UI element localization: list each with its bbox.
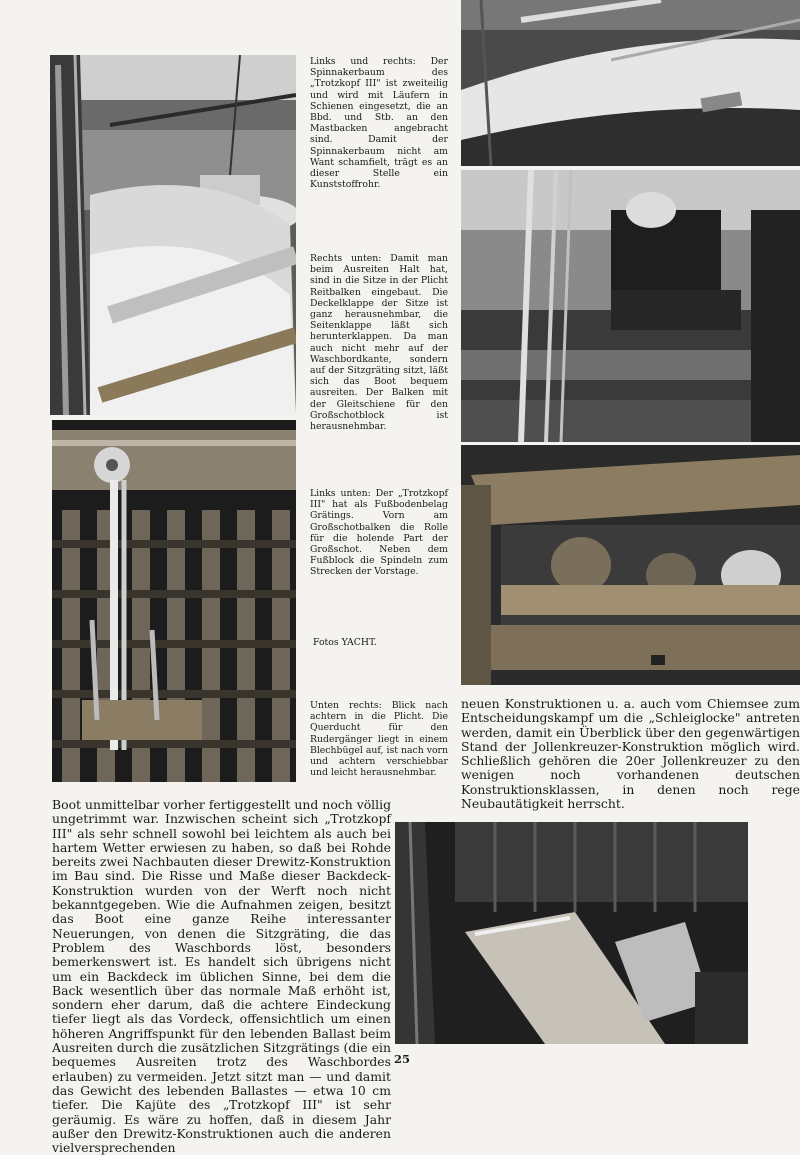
cockpit-seat-photo [461,170,800,442]
plicht-thwart-photo [395,822,748,1044]
caption-spinnaker: Links und rechts: Der Spinnakerbaum des „Trotzkopf III" ist zweiteilig und wird mit Läufern in Schienen eingesetzt, die an Bbd. und Stb. an den Mastbacken angebracht sind. Damit der Spinnakerbaum nicht am Want schamfielt, trägt es an dieser Stelle ein Kunststoffrohr. [310,56,448,191]
caption-gratings: Links unten: Der „Trotzkopf III" hat als Fußbodenbelag Grätings. Vorn am Großschotbalken die Rolle für die holende Part der Großschot. Neben dem Fußblock die Spindeln zum Strecken der Vorstage. [310,488,448,578]
foredeck-photo [461,0,800,166]
spinnaker-boom-photo [50,55,296,415]
gratings-floor-photo [52,420,296,782]
seat-locker-photo [461,445,800,685]
article-left-column: Boot unmittelbar vorher fertiggestellt und noch völlig ungetrimmt war. Inzwischen scheint sich „Trotzkopf III" als sehr schnell sowohl bei leichtem als auch bei hartem Wetter erwiesen zu haben, so daß bei Rohde bereits zwei Nachbauten dieser Drewitz-Konstruktion im Bau sind. Die Risse und Maße dieser Backdeck-Konstruktion wurden von der Werft noch nicht bekanntgegeben. Wie die Aufnahmen zeigen, besitzt das Boot eine ganze Reihe interessanter Neuerungen, von denen die Sitzgräting, die das Problem des Waschbords löst, besonders bemerkenswert ist. Es handelt sich übrigens nicht um ein Backdeck im üblichen Sinne, bei dem die Back wesentlich über das normale Maß erhöht ist, sondern eher darum, daß die achtere Eindeckung tiefer liegt als das Vordeck, offensichtlich um einen höheren Angriffspunkt für den lebenden Ballast beim Ausreiten durch die zusätzlichen Sitzgrätings (die ein bequemes Ausreiten trotz des Waschbordes erlauben) zu vermeiden. Jetzt sitzt man — und damit das Gewicht des lebenden Ballastes — etwa 10 cm tiefer. Die Kajüte des „Trotzkopf III" ist sehr geräumig. Es wäre zu hoffen, daß in diesem Jahr außer den Drewitz-Konstruktionen auch die anderen vielversprechenden [52,797,391,1155]
caption-sitze: Rechts unten: Damit man beim Ausreiten Halt hat, sind in die Sitze in der Plicht Reitbalken eingebaut. Die Deckelklappe der Sitze ist ganz herausnehmbar, die Seitenklappe läßt sich herunterklappen. Da man auch nicht mehr auf der Waschbordkante, sondern auf der Sitzgräting sitzt, läßt sich das Boot bequem ausreiten. Der Balken mit der Gleitschiene für den Großschotblock ist herausnehmbar. [310,253,448,433]
photo-credit: Fotos YACHT. [313,637,377,648]
caption-plicht: Unten rechts: Blick nach achtern in die Plicht. Die Querducht für den Rudergänger liegt in einem Blechbügel auf, ist nach vorn und achtern verschiebbar und leicht herausnehmbar. [310,700,448,779]
article-right-column: neuen Konstruktionen u. a. auch vom Chiemsee zum Entscheidungskampf um die „Schleiglocke" antreten werden, damit ein Überblick über den gegenwärtigen Stand der Jollenkreuzer-Konstruktion möglich wird. Schließlich gehören die 20er Jollenkreuzer zu den wenigen noch vorhandenen deutschen Konstruktionsklassen, in denen noch rege Neubautätigkeit herrscht. [461,696,800,812]
page-number: 25 [394,1052,411,1066]
